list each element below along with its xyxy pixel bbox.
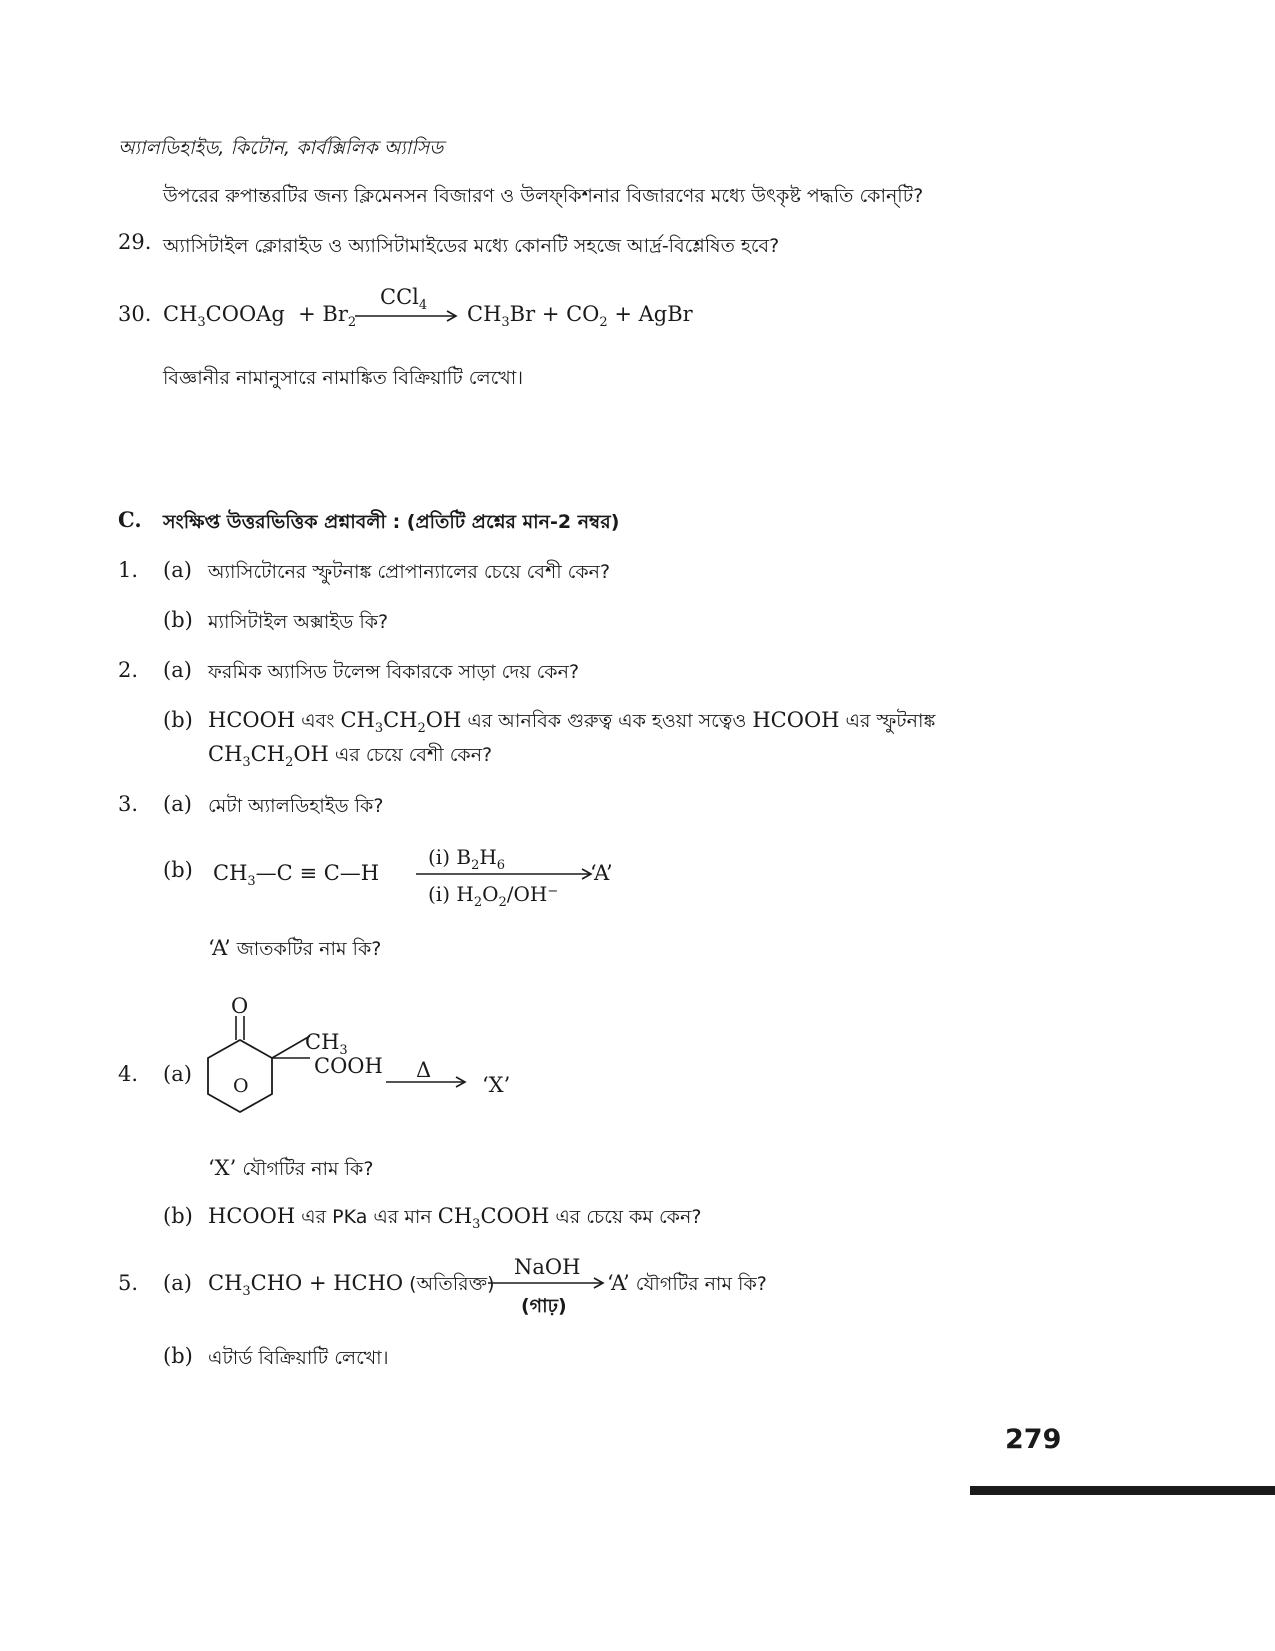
running-header: অ্যালডিহাইড, কিটোন, কার্বক্সিলিক অ্যাসিড [118, 137, 444, 159]
section-c-title: সংক্ষিপ্ত উত্তরভিত্তিক প্রশ্নাবলী : (প্রতিটি প্রশ্নের মান-2 নম্বর) [163, 511, 620, 533]
c3b-reagent-bottom: (i) $H_2O_2/OH^-$ [428, 882, 559, 910]
c4a-methyl-group: $CH_3$ [305, 1030, 348, 1058]
q30-text: বিজ্ঞানীর নামানুসারে নামাঙ্কিত বিক্রিয়াটি লেখো। [163, 367, 524, 389]
c2a-label: (a) [163, 658, 192, 682]
c2a-text: ফরমিক অ্যাসিড টলেন্স বিকারকে সাড়া দেয় কেন? [208, 661, 580, 683]
c2b-line2: $CH_3CH_2OH$ এর চেয়ে বেশী কেন? [208, 742, 493, 770]
c1a-text: অ্যাসিটোনের স্ফুটনাঙ্ক প্রোপান্যালের চেয়ে বেশী কেন? [208, 561, 611, 583]
q30-number: 30. [118, 302, 152, 326]
c5a-reagent-top: NaOH [514, 1255, 581, 1279]
q30-reaction-arrow [355, 308, 460, 324]
c1b-text: ম্যাসিটাইল অক্সাইড কি? [208, 611, 389, 633]
c1-number: 1. [118, 558, 139, 582]
c4a-keto-oxygen: O [231, 994, 249, 1018]
q30-equation-reactants: $CH_3COOAg + Br_2$ [163, 302, 357, 330]
c3b-question: ‘A’ জাতকটির নাম কি? [208, 936, 382, 960]
q29-text: অ্যাসিটাইল ক্লোরাইড ও অ্যাসিটামাইডের মধ্যে কোনটি সহজে আর্দ্র-বিশ্লেষিত হবে? [163, 235, 780, 257]
section-c-letter: C. [118, 507, 142, 532]
c5b-label: (b) [163, 1344, 193, 1368]
c1a-label: (a) [163, 558, 192, 582]
c3b-product: ‘A’ [590, 861, 613, 885]
c2-number: 2. [118, 658, 139, 682]
c3b-label: (b) [163, 858, 193, 882]
c4b-text: HCOOH এর PKa এর মান $CH_3COOH$ এর চেয়ে কম কেন? [208, 1204, 702, 1232]
c2b-line1: HCOOH এবং $CH_3CH_2OH$ এর আনবিক গুরুত্ব এক হওয়া সত্বেও HCOOH এর স্ফুটনাঙ্ক [208, 708, 936, 736]
c4b-label: (b) [163, 1204, 193, 1228]
c5a-reaction-arrow [488, 1275, 608, 1291]
page-number: 279 [1005, 1424, 1062, 1455]
c5a-question: ‘A’ যৌগটির নাম কি? [607, 1271, 767, 1295]
c4a-label: (a) [163, 1062, 192, 1086]
q30-catalyst: CCl$_4$ [380, 285, 428, 313]
footer-rule [970, 1486, 1275, 1495]
q29-number: 29. [118, 230, 152, 254]
c5-number: 5. [118, 1271, 139, 1295]
q30-equation-products: $CH_3Br + CO_2$ + AgBr [467, 302, 693, 330]
c1b-label: (b) [163, 608, 193, 632]
c3b-reaction-arrow [416, 866, 596, 882]
c4a-carboxyl-group: COOH [314, 1054, 383, 1078]
q28-tail-text: উপরের রুপান্তরটির জন্য ক্লিমেনসন বিজারণ ও উলফ্‌কিশনার বিজারণের মধ্যে উৎকৃষ্ট পদ্ধতি কোন্‌টি? [163, 185, 924, 207]
c5a-reagent-bottom: (গাঢ়) [521, 1295, 567, 1317]
c3a-label: (a) [163, 792, 192, 816]
c5a-label: (a) [163, 1271, 192, 1295]
c4a-heat-symbol: Δ [416, 1058, 432, 1082]
c4a-product: ‘X’ [482, 1073, 511, 1097]
c5a-reactants: $CH_3CHO$ + HCHO (অতিরিক্ত) [208, 1271, 495, 1299]
c3-number: 3. [118, 792, 139, 816]
c5b-text: এটার্ড বিক্রিয়াটি লেখো। [208, 1347, 389, 1369]
c2b-label: (b) [163, 708, 193, 732]
c4a-question: ‘X’ যৌগটির নাম কি? [208, 1156, 374, 1180]
c4a-ring-label: O [233, 1075, 249, 1097]
c3b-reactant: $CH_3—C$ ≡ C—H [213, 861, 380, 889]
c4-number: 4. [118, 1062, 139, 1086]
c3a-text: মেটা অ্যালডিহাইড কি? [208, 795, 384, 817]
c3b-reagent-top: (i) $B_2H_6$ [428, 845, 506, 873]
